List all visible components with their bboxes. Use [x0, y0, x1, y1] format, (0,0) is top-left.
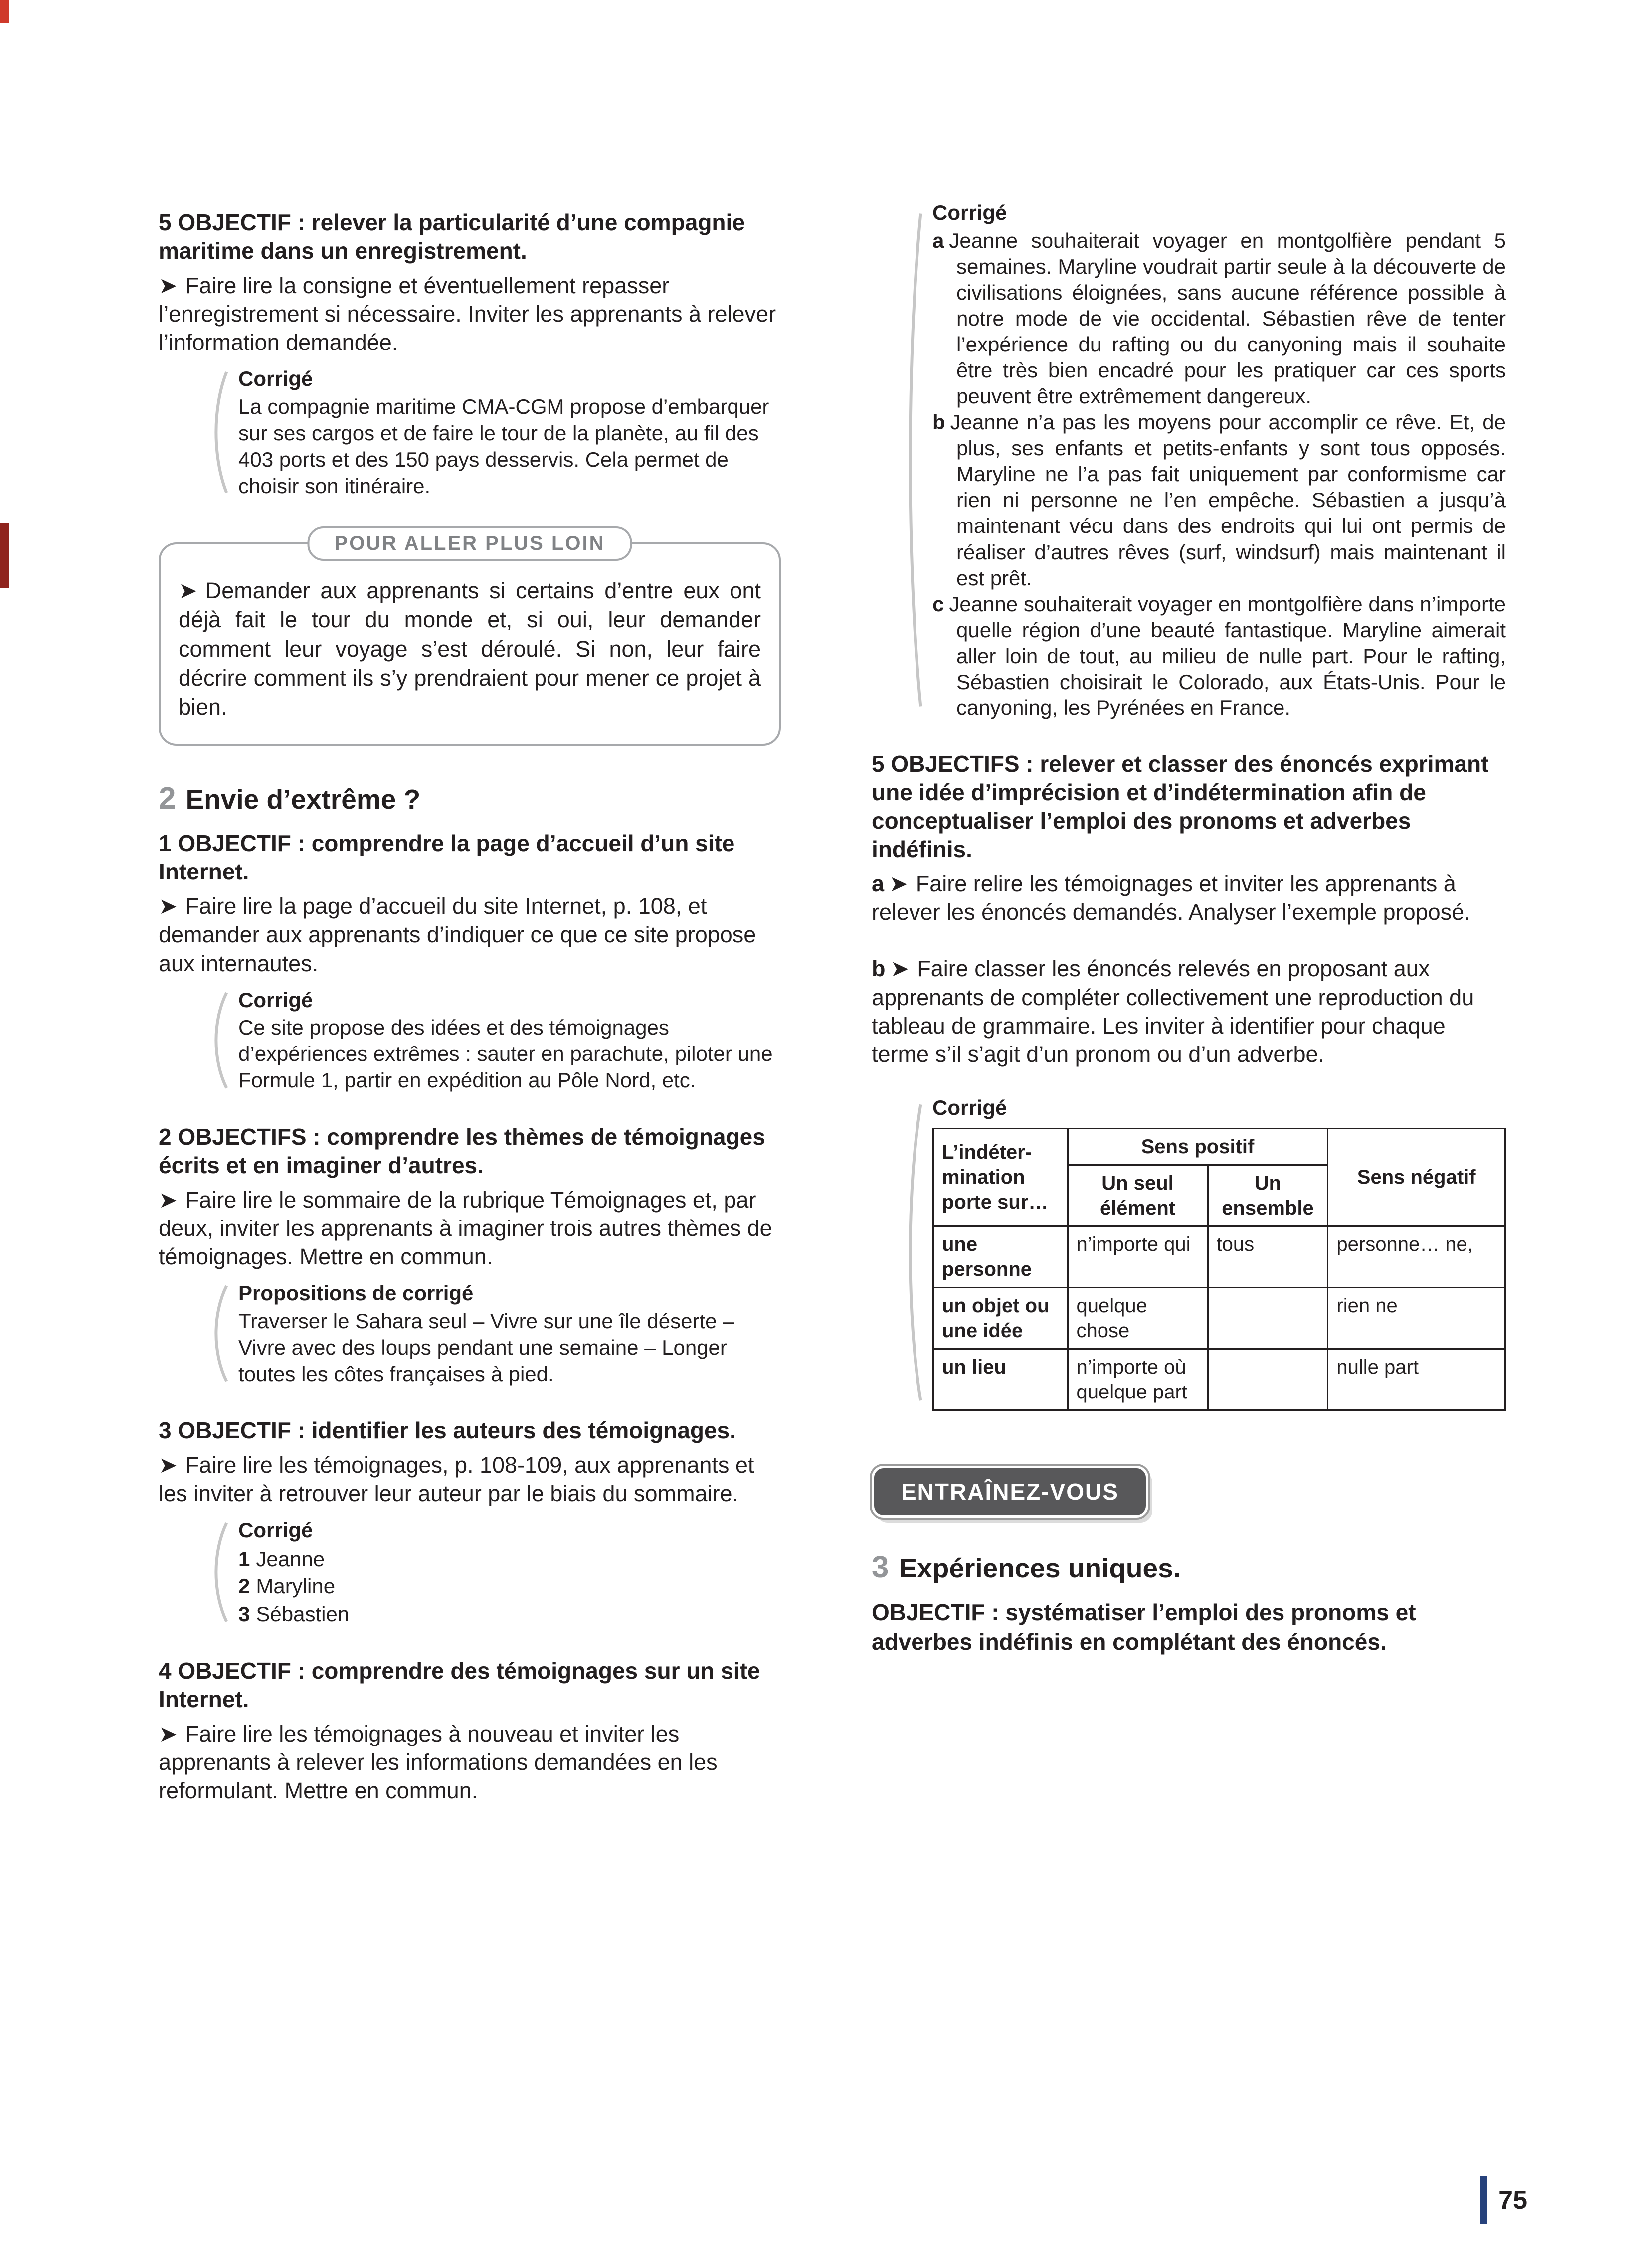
answer-number: 3	[238, 1602, 250, 1626]
table-cell	[1208, 1287, 1328, 1349]
corrige-answers-block	[208, 1517, 781, 1628]
arrow-bullet-icon: ➤	[159, 893, 178, 919]
corrige-item-b	[932, 409, 1506, 591]
table-row-label: un lieu	[933, 1349, 1068, 1410]
table-row	[933, 1349, 1505, 1410]
corrige-bracket-icon	[903, 203, 923, 717]
corrige-body: Ce site propose des idées et des témoignages d’expériences extrêmes : sauter en parachute, piloter une Formule 1, partir en expédition au Pôle Nord, etc.	[238, 1016, 773, 1092]
paragraph-text: Faire lire le sommaire de la rubrique Témoignages et, par deux, inviter les apprenants à imaginer trois autres thèmes de témoignages. Mettre en commun.	[159, 1187, 772, 1270]
answer-line	[238, 1545, 781, 1572]
pour-aller-plus-loin-box	[159, 532, 781, 746]
corrige-body: La compagnie maritime CMA-CGM propose d’embarquer sur ses cargos et de faire le tour de la planète, au fil des 403 ports et des 150 pays desservis. Cela permet de choisir son itinéraire.	[238, 395, 769, 498]
objective-4-paragraph	[159, 1720, 781, 1805]
corrige-title: Corrigé	[932, 1096, 1007, 1120]
arrow-bullet-icon: ➤	[890, 956, 910, 982]
corrige-title: Propositions de corrigé	[238, 1281, 474, 1305]
table-cell: quelque chose	[1068, 1287, 1208, 1349]
item-letter: a	[932, 228, 944, 252]
pour-aller-plus-loin-body	[179, 576, 761, 722]
red-edge-mark-top	[0, 0, 9, 23]
paragraph-text: Faire lire la page d’accueil du site Internet, p. 108, et demander aux apprenants d’indiquer ce que ce site propose aux internautes.	[159, 893, 756, 976]
step-letter: b	[872, 956, 886, 982]
answer-line	[238, 1572, 781, 1600]
right-column	[872, 199, 1506, 1657]
arrow-bullet-icon: ➤	[889, 871, 908, 897]
corrige-bracket-icon	[208, 369, 229, 495]
table-header-un-seul-element: Un seul élément	[1068, 1165, 1208, 1226]
arrow-bullet-icon: ➤	[159, 1452, 178, 1478]
section-3-heading	[872, 1550, 1506, 1585]
page-number: 75	[1498, 2186, 1527, 2215]
paragraph-text: Faire lire la consigne et éventuellement repasser l’enregistrement si nécessaire. Inviter les apprenants à relever l’information demandée.	[159, 273, 776, 355]
table-header-un-ensemble: Un ensemble	[1208, 1165, 1328, 1226]
corrige-table-block	[903, 1094, 1506, 1411]
corrige-block	[208, 365, 781, 499]
table-cell: tous	[1208, 1226, 1328, 1287]
corrige-body: Traverser le Sahara seul – Vivre sur une île déserte – Vivre avec des loups pendant une semaine – Longer toutes les côtes françaises à pied.	[238, 1309, 734, 1386]
section-title: Envie d’extrême ?	[185, 784, 421, 815]
corrige-title: Corrigé	[932, 201, 1007, 224]
objective-5-heading: 5 OBJECTIF : relever la particularité d’une compagnie maritime dans un enregistrement.	[159, 209, 745, 264]
table-row-label: une personne	[933, 1226, 1068, 1287]
corrige-block	[208, 987, 781, 1094]
item-text: Jeanne n’a pas les moyens pour accomplir ce rêve. Et, de plus, ses enfants et petits-enfants y sont tous opposés. Maryline ne l’a pas fait uniquement par conformisme car rien ni personne ne l’en empêche. Sébastien a jusqu’à maintenant vécu dans des endroits qui lui ont permis de réaliser d’autres rêves (surf, windsurf) mais maintenant il est prêt.	[950, 410, 1506, 590]
objective-4-heading: 4 OBJECTIF : comprendre des témoignages sur un site Internet.	[159, 1658, 760, 1713]
paragraph-text: Faire lire les témoignages, p. 108-109, aux apprenants et les inviter à retrouver leur auteur par le biais du sommaire.	[159, 1452, 754, 1506]
paragraph-text: Faire lire les témoignages à nouveau et inviter les apprenants à relever les informations demandées en les reformulant. Mettre en commun.	[159, 1721, 718, 1804]
entrainez-vous-wrap	[872, 1466, 1506, 1518]
paragraph-text: Faire relire les témoignages et inviter les apprenants à relever les énoncés demandés. Analyser l’exemple proposé.	[872, 871, 1470, 925]
table-cell: personne… ne,	[1328, 1226, 1505, 1287]
answer-line	[238, 1600, 781, 1628]
table-cell: n’importe qui	[1068, 1226, 1208, 1287]
table-row-label: un objet ou une idée	[933, 1287, 1068, 1349]
arrow-bullet-icon: ➤	[159, 1187, 178, 1213]
grammar-table	[932, 1128, 1506, 1411]
answer-name: Sébastien	[256, 1602, 350, 1626]
paragraph-text: Faire classer les énoncés relevés en proposant aux apprenants de compléter collectivement une reproduction du tableau de grammaire. Les inviter à identifier pour chaque terme s’il s’agit d’un pronom ou d’un adverbe.	[872, 956, 1474, 1067]
section-2-heading	[159, 781, 781, 816]
left-column	[159, 208, 781, 1813]
pour-aller-plus-loin-title: POUR ALLER PLUS LOIN	[308, 526, 632, 561]
propositions-corrige-block	[208, 1280, 781, 1387]
step-letter: a	[872, 871, 885, 897]
arrow-bullet-icon: ➤	[159, 1721, 178, 1747]
answer-number: 2	[238, 1574, 250, 1598]
section-title: Expériences uniques.	[899, 1552, 1181, 1583]
corrige-item-c	[932, 591, 1506, 721]
item-text: Jeanne souhaiterait voyager en montgolfière pendant 5 semaines. Maryline voudrait partir seule à la découverte de civilisations éloignées, sans aucune référence possible à notre mode de vie occidental. Sébastien rêve de tenter l’expérience du rafting ou du canyoning mais il souhaite être très bien encadré pour les pratiquer car ces sports peuvent être extrêmement dangereux.	[949, 228, 1506, 408]
section-number: 2	[159, 781, 176, 816]
corrige-title: Corrigé	[238, 1518, 313, 1542]
answer-number: 1	[238, 1547, 250, 1570]
objective-5-paragraph	[159, 271, 781, 356]
item-letter: b	[932, 410, 945, 434]
section-number: 3	[872, 1550, 889, 1584]
table-header-sens-negatif: Sens négatif	[1328, 1128, 1505, 1226]
objective-1-heading: 1 OBJECTIF : comprendre la page d’accueil d’un site Internet.	[159, 830, 735, 885]
table-cell	[1208, 1349, 1328, 1410]
corrige-item-a	[932, 228, 1506, 410]
red-edge-mark-left	[0, 523, 9, 588]
table-row	[933, 1287, 1505, 1349]
table-cell: n’importe où quelque part	[1068, 1349, 1208, 1410]
corrige-bracket-icon	[208, 1284, 229, 1383]
table-cell: rien ne	[1328, 1287, 1505, 1349]
corrige-title: Corrigé	[238, 988, 313, 1012]
step-b-paragraph	[872, 954, 1506, 1068]
objective-5-right-heading: 5 OBJECTIFS : relever et classer des énoncés exprimant une idée d’imprécision et d’indétermination afin de conceptualiser l’emploi des pronoms et adverbes indéfinis.	[872, 751, 1489, 863]
arrow-bullet-icon: ➤	[159, 273, 178, 299]
answer-name: Jeanne	[256, 1547, 325, 1570]
table-row	[933, 1226, 1505, 1287]
step-a-paragraph	[872, 870, 1506, 926]
table-corner-header: L’indéter-mination porte sur…	[933, 1128, 1068, 1226]
table-cell: nulle part	[1328, 1349, 1505, 1410]
section-3-objective: OBJECTIF : systématiser l’emploi des pronoms et adverbes indéfinis en complétant des énoncés.	[872, 1599, 1416, 1655]
corrige-abc-block	[903, 199, 1506, 721]
corrige-bracket-icon	[903, 1098, 923, 1407]
objective-1-paragraph	[159, 892, 781, 977]
objective-3-heading: 3 OBJECTIF : identifier les auteurs des témoignages.	[159, 1417, 736, 1443]
page-number-bar	[1480, 2176, 1487, 2224]
answer-name: Maryline	[256, 1574, 336, 1598]
corrige-title: Corrigé	[238, 367, 313, 391]
arrow-bullet-icon: ➤	[179, 577, 197, 603]
paragraph-text: Demander aux apprenants si certains d’entre eux ont déjà fait le tour du monde et, si oui, leur demander comment leur voyage s’est déroulé. Si non, leur faire décrire comment ils s’y prendraient pour mener ce projet à bien.	[179, 577, 761, 720]
corrige-bracket-icon	[208, 991, 229, 1090]
objective-2-heading: 2 OBJECTIFS : comprendre les thèmes de témoignages écrits et en imaginer d’autres.	[159, 1124, 765, 1179]
page-footer	[1480, 2176, 1527, 2224]
objective-2-paragraph	[159, 1186, 781, 1271]
entrainez-vous-badge: ENTRAÎNEZ-VOUS	[872, 1466, 1148, 1518]
item-text: Jeanne souhaiterait voyager en montgolfière dans n’importe quelle région d’une beauté fantastique. Maryline aimerait aller loin de tout, au milieu de nulle part. Pour le rafting, Sébastien choisirait le Colorado, aux États-Unis. Pour le canyoning, les Pyrénées en France.	[949, 592, 1506, 719]
item-letter: c	[932, 592, 944, 616]
corrige-bracket-icon	[208, 1521, 229, 1624]
table-header-sens-positif: Sens positif	[1068, 1128, 1328, 1165]
objective-3-paragraph	[159, 1451, 781, 1508]
